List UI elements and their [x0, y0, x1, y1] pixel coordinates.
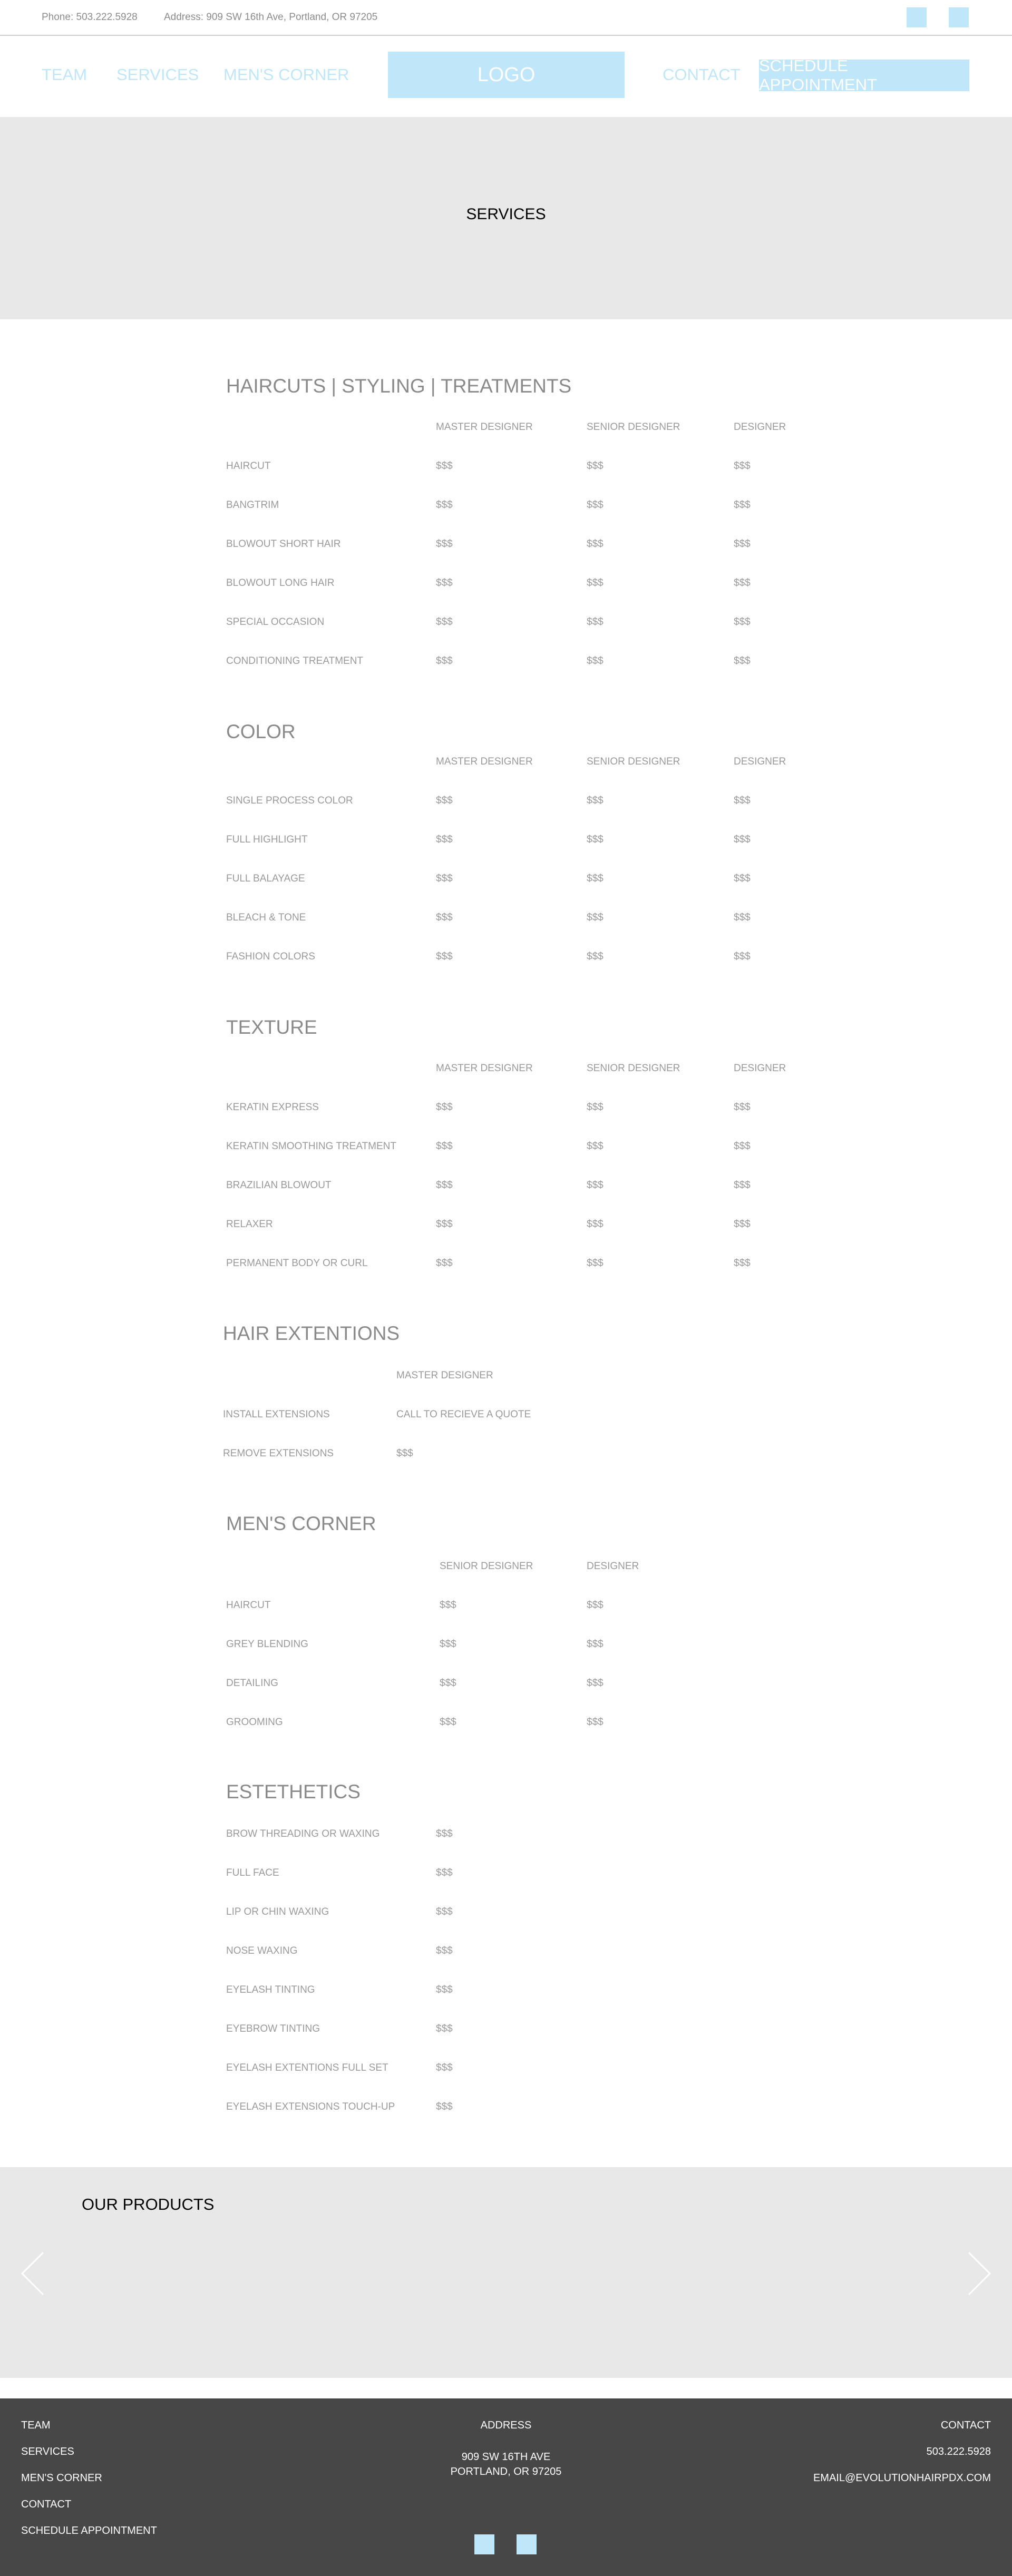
logo[interactable]: LOGO: [388, 52, 625, 98]
section-title-texture: TEXTURE: [226, 1016, 317, 1038]
service-name: GROOMING: [226, 1717, 283, 1728]
service-name: CONDITIONING TREATMENT: [226, 655, 364, 667]
price: $$$: [436, 1258, 453, 1269]
service-name: GREY BLENDING: [226, 1639, 308, 1650]
nav-mens-corner[interactable]: MEN'S CORNER: [223, 65, 349, 84]
price: $$$: [587, 577, 604, 589]
price: $$$: [436, 1984, 453, 1995]
price: $$$: [436, 616, 453, 628]
price: $$$: [587, 795, 604, 806]
price: $$$: [436, 2101, 453, 2112]
column-header: DESIGNER: [587, 1561, 639, 1572]
service-name: BLEACH & TONE: [226, 912, 306, 923]
price: $$$: [436, 2023, 453, 2034]
nav-team[interactable]: TEAM: [42, 65, 87, 84]
price: $$$: [436, 1945, 453, 1956]
topbar-address: Address: 909 SW 16th Ave, Portland, OR 97205: [164, 12, 378, 23]
price: $$$: [440, 1639, 456, 1650]
price: $$$: [734, 655, 751, 667]
section-title-haircuts: HAIRCUTS | STYLING | TREATMENTS: [226, 375, 572, 397]
top-info-bar: [0, 0, 1012, 36]
service-name: FASHION COLORS: [226, 951, 315, 962]
social-icon[interactable]: [474, 2534, 494, 2554]
nav-contact[interactable]: CONTACT: [663, 65, 741, 84]
footer-link-contact[interactable]: CONTACT: [21, 2499, 72, 2510]
footer-link-team[interactable]: TEAM: [21, 2420, 51, 2431]
price: CALL TO RECIEVE A QUOTE: [396, 1409, 531, 1420]
price: $$$: [734, 834, 751, 845]
section-title-color: COLOR: [226, 721, 296, 742]
section-title-extensions: HAIR EXTENTIONS: [223, 1323, 400, 1344]
service-name: BROW THREADING OR WAXING: [226, 1828, 380, 1839]
price: $$$: [436, 499, 453, 511]
column-header: SENIOR DESIGNER: [587, 1063, 680, 1074]
column-header: MASTER DESIGNER: [436, 422, 533, 433]
footer-contact-title: CONTACT: [940, 2420, 991, 2431]
service-name: BLOWOUT SHORT HAIR: [226, 538, 341, 550]
social-icon[interactable]: [907, 7, 927, 27]
price: $$$: [436, 538, 453, 550]
column-header: DESIGNER: [734, 1063, 786, 1074]
chevron-left-icon[interactable]: [11, 2250, 58, 2297]
service-name: HAIRCUT: [226, 461, 271, 472]
price: $$$: [734, 1180, 751, 1191]
schedule-appointment-button[interactable]: SCHEDULE APPOINTMENT: [759, 60, 969, 91]
footer-address-line1: 909 SW 16TH AVE: [461, 2451, 551, 2463]
chevron-right-icon[interactable]: [954, 2250, 1001, 2297]
price: $$$: [734, 461, 751, 472]
price: $$$: [734, 951, 751, 962]
service-name: EYELASH TINTING: [226, 1984, 315, 1995]
service-name: EYEBROW TINTING: [226, 2023, 320, 2034]
service-name: KERATIN EXPRESS: [226, 1102, 319, 1113]
footer-email[interactable]: EMAIL@EVOLUTIONHAIRPDX.COM: [813, 2472, 991, 2484]
column-header: SENIOR DESIGNER: [440, 1561, 533, 1572]
footer-phone: 503.222.5928: [926, 2446, 991, 2457]
price: $$$: [734, 577, 751, 589]
price: $$$: [436, 834, 453, 845]
footer-link-services[interactable]: SERVICES: [21, 2446, 74, 2457]
service-name: EYELASH EXTENSIONS TOUCH-UP: [226, 2101, 395, 2112]
price: $$$: [436, 461, 453, 472]
price: $$$: [734, 1258, 751, 1269]
column-header: MASTER DESIGNER: [396, 1370, 493, 1381]
price: $$$: [436, 1141, 453, 1152]
price: $$$: [436, 1828, 453, 1839]
price: $$$: [436, 2062, 453, 2073]
price: $$$: [734, 499, 751, 511]
price: $$$: [587, 1141, 604, 1152]
service-name: FULL HIGHLIGHT: [226, 834, 308, 845]
price: $$$: [734, 1102, 751, 1113]
price: $$$: [440, 1717, 456, 1728]
social-icon[interactable]: [517, 2534, 537, 2554]
price: $$$: [587, 1600, 604, 1611]
service-name: BLOWOUT LONG HAIR: [226, 577, 335, 589]
price: $$$: [587, 499, 604, 511]
service-name: FULL BALAYAGE: [226, 873, 305, 884]
price: $$$: [436, 1219, 453, 1230]
price: $$$: [587, 1102, 604, 1113]
page-title: SERVICES: [466, 205, 546, 223]
price: $$$: [436, 912, 453, 923]
price: $$$: [436, 1867, 453, 1878]
service-name: BRAZILIAN BLOWOUT: [226, 1180, 332, 1191]
footer-address-line2: PORTLAND, OR 97205: [450, 2466, 562, 2477]
topbar-phone: Phone: 503.222.5928: [42, 12, 138, 23]
price: $$$: [436, 951, 453, 962]
service-name: INSTALL EXTENSIONS: [223, 1409, 330, 1420]
column-header: DESIGNER: [734, 422, 786, 433]
price: $$$: [734, 616, 751, 628]
price: $$$: [440, 1678, 456, 1689]
price: $$$: [436, 1180, 453, 1191]
service-name: SINGLE PROCESS COLOR: [226, 795, 353, 806]
price: $$$: [734, 1219, 751, 1230]
service-name: BANGTRIM: [226, 499, 279, 511]
column-header: SENIOR DESIGNER: [587, 422, 680, 433]
service-name: LIP OR CHIN WAXING: [226, 1906, 329, 1917]
price: $$$: [587, 834, 604, 845]
price: $$$: [734, 873, 751, 884]
footer-link-schedule[interactable]: SCHEDULE APPOINTMENT: [21, 2525, 157, 2536]
section-title-mens-corner: MEN'S CORNER: [226, 1513, 376, 1534]
service-name: SPECIAL OCCASION: [226, 616, 325, 628]
price: $$$: [436, 795, 453, 806]
price: $$$: [587, 1180, 604, 1191]
nav-services[interactable]: SERVICES: [116, 65, 199, 84]
service-name: EYELASH EXTENTIONS FULL SET: [226, 2062, 388, 2073]
column-header: MASTER DESIGNER: [436, 1063, 533, 1074]
price: $$$: [587, 873, 604, 884]
price: $$$: [396, 1448, 413, 1459]
price: $$$: [587, 951, 604, 962]
service-name: KERATIN SMOOTHING TREATMENT: [226, 1141, 397, 1152]
price: $$$: [587, 655, 604, 667]
products-title: OUR PRODUCTS: [82, 2195, 215, 2213]
price: $$$: [587, 912, 604, 923]
footer-link-mens-corner[interactable]: MEN'S CORNER: [21, 2472, 102, 2484]
price: $$$: [440, 1600, 456, 1611]
service-name: REMOVE EXTENSIONS: [223, 1448, 334, 1459]
service-name: HAIRCUT: [226, 1600, 271, 1611]
price: $$$: [587, 1639, 604, 1650]
price: $$$: [436, 577, 453, 589]
section-title-esthetics: ESTETHETICS: [226, 1781, 361, 1803]
column-header: MASTER DESIGNER: [436, 756, 533, 767]
price: $$$: [587, 1678, 604, 1689]
column-header: SENIOR DESIGNER: [587, 756, 680, 767]
price: $$$: [587, 461, 604, 472]
service-name: NOSE WAXING: [226, 1945, 298, 1956]
service-name: FULL FACE: [226, 1867, 279, 1878]
column-header: DESIGNER: [734, 756, 786, 767]
price: $$$: [436, 655, 453, 667]
price: $$$: [587, 616, 604, 628]
service-name: RELAXER: [226, 1219, 273, 1230]
price: $$$: [734, 1141, 751, 1152]
price: $$$: [436, 1906, 453, 1917]
price: $$$: [734, 538, 751, 550]
price: $$$: [587, 1219, 604, 1230]
price: $$$: [734, 912, 751, 923]
price: $$$: [436, 1102, 453, 1113]
footer-address-title: ADDRESS: [480, 2420, 532, 2431]
service-name: PERMANENT BODY OR CURL: [226, 1258, 368, 1269]
price: $$$: [436, 873, 453, 884]
price: $$$: [587, 1258, 604, 1269]
service-name: DETAILING: [226, 1678, 278, 1689]
price: $$$: [587, 1717, 604, 1728]
price: $$$: [587, 538, 604, 550]
social-icon[interactable]: [949, 7, 969, 27]
price: $$$: [734, 795, 751, 806]
